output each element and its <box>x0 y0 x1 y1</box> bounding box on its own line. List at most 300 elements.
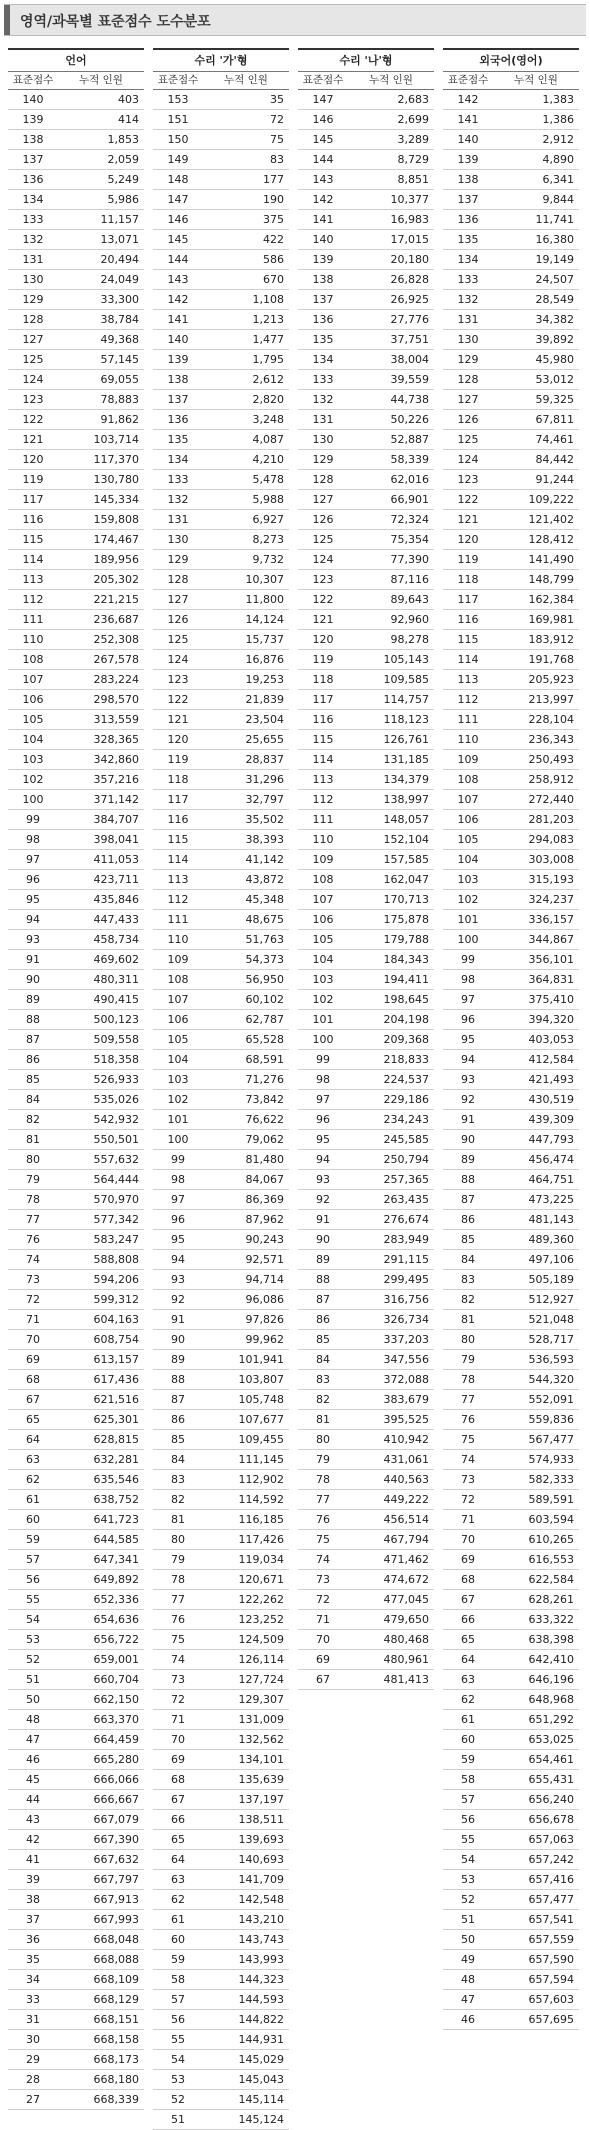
cumulative-count-cell: 250,794 <box>383 1153 429 1166</box>
table-row <box>153 290 289 310</box>
score-cell: 131 <box>312 413 334 426</box>
table-row <box>8 210 144 230</box>
score-cell: 76 <box>461 1413 475 1426</box>
cumulative-count-cell: 129,307 <box>238 1693 284 1706</box>
cumulative-count-cell: 57,145 <box>100 353 139 366</box>
score-cell: 103 <box>22 753 44 766</box>
table-row <box>153 90 289 110</box>
table-row <box>443 1110 579 1130</box>
score-cell: 130 <box>167 533 189 546</box>
score-cell: 136 <box>312 313 334 326</box>
score-cell: 113 <box>22 573 44 586</box>
table-row <box>8 1290 144 1310</box>
score-cell: 89 <box>461 1153 475 1166</box>
score-cell: 147 <box>312 93 334 106</box>
score-cell: 104 <box>22 733 44 746</box>
score-cell: 129 <box>457 353 479 366</box>
table-row <box>298 1130 434 1150</box>
table-row <box>8 810 144 830</box>
score-cell: 62 <box>171 1893 185 1906</box>
table-row <box>443 510 579 530</box>
score-cell: 86 <box>316 1313 330 1326</box>
score-cell: 56 <box>461 1813 475 1826</box>
score-cell: 119 <box>167 753 189 766</box>
cumulative-count-cell: 303,008 <box>528 853 574 866</box>
cumulative-count-cell: 403,053 <box>528 1033 574 1046</box>
cumulative-count-cell: 489,360 <box>528 1233 574 1246</box>
cumulative-count-cell: 16,876 <box>245 653 284 666</box>
table-row <box>443 810 579 830</box>
table-row <box>8 970 144 990</box>
score-cell: 138 <box>312 273 334 286</box>
score-cell: 68 <box>171 1773 185 1786</box>
score-cell: 35 <box>26 1953 40 1966</box>
score-cell: 66 <box>461 1613 475 1626</box>
score-cell: 153 <box>167 93 189 106</box>
table-row <box>443 410 579 430</box>
table-row <box>8 990 144 1010</box>
score-cell: 66 <box>171 1813 185 1826</box>
score-cell: 31 <box>26 2013 40 2026</box>
table-row <box>153 1310 289 1330</box>
cumulative-count-cell: 431,061 <box>383 1453 429 1466</box>
cumulative-count-cell: 449,222 <box>383 1493 429 1506</box>
cumulative-count-cell: 337,203 <box>383 1333 429 1346</box>
table-row <box>153 470 289 490</box>
cumulative-count-cell: 635,546 <box>93 1473 139 1486</box>
cumulative-count-cell: 616,553 <box>528 1553 574 1566</box>
table-row <box>443 1170 579 1190</box>
table-row <box>443 190 579 210</box>
score-cell: 89 <box>26 993 40 1006</box>
score-cell: 96 <box>316 1113 330 1126</box>
cumulative-count-cell: 480,961 <box>383 1653 429 1666</box>
score-cell: 132 <box>22 233 44 246</box>
score-cell: 57 <box>171 1993 185 2006</box>
cumulative-count-cell: 19,149 <box>535 253 574 266</box>
cumulative-count-cell: 191,768 <box>528 653 574 666</box>
cumulative-count-cell: 668,173 <box>93 2053 139 2066</box>
cumulative-count-cell: 628,815 <box>93 1433 139 1446</box>
cumulative-count-cell: 421,493 <box>528 1073 574 1086</box>
table-row <box>8 1930 144 1950</box>
cumulative-count-cell: 344,867 <box>528 933 574 946</box>
cumulative-count-cell: 283,224 <box>93 673 139 686</box>
score-cell: 86 <box>26 1053 40 1066</box>
table-row <box>8 1910 144 1930</box>
table-row <box>443 1210 579 1230</box>
table-row <box>8 1030 144 1050</box>
table-row <box>443 1730 579 1750</box>
table-row <box>443 1790 579 1810</box>
table-row <box>8 1110 144 1130</box>
cumulative-count-cell: 19,253 <box>245 673 284 686</box>
score-cell: 65 <box>461 1633 475 1646</box>
score-cell: 138 <box>22 133 44 146</box>
cumulative-count-cell: 2,699 <box>397 113 429 126</box>
cumulative-count-cell: 668,158 <box>93 2033 139 2046</box>
cumulative-count-cell: 557,632 <box>93 1153 139 1166</box>
cumulative-count-cell: 395,525 <box>383 1413 429 1426</box>
score-cell: 106 <box>457 813 479 826</box>
table-row <box>153 1110 289 1130</box>
cumulative-count-cell: 89,643 <box>390 593 429 606</box>
cumulative-count-cell: 131,185 <box>383 753 429 766</box>
table-row <box>298 1150 434 1170</box>
score-cell: 65 <box>26 1413 40 1426</box>
table-row <box>443 1090 579 1110</box>
score-cell: 115 <box>22 533 44 546</box>
score-cell: 91 <box>461 1113 475 1126</box>
score-cell: 121 <box>22 433 44 446</box>
cumulative-count-cell: 11,800 <box>245 593 284 606</box>
score-cell: 140 <box>312 233 334 246</box>
score-cell: 116 <box>312 713 334 726</box>
score-cell: 49 <box>461 1953 475 1966</box>
score-cell: 95 <box>171 1233 185 1246</box>
table-row <box>8 750 144 770</box>
cumulative-count-cell: 92,960 <box>390 613 429 626</box>
score-cell: 144 <box>312 153 334 166</box>
cumulative-count-cell: 126,761 <box>383 733 429 746</box>
cumulative-count-cell: 127,724 <box>238 1673 284 1686</box>
cumulative-count-cell: 26,925 <box>390 293 429 306</box>
table-row <box>443 1850 579 1870</box>
table-row <box>443 1930 579 1950</box>
score-cell: 75 <box>171 1633 185 1646</box>
score-cell: 109 <box>312 853 334 866</box>
cumulative-count-cell: 145,029 <box>238 2053 284 2066</box>
table-row <box>153 1070 289 1090</box>
table-row <box>153 2110 289 2130</box>
cumulative-count-cell: 41,142 <box>245 853 284 866</box>
table-row <box>443 1970 579 1990</box>
cumulative-count-cell: 183,912 <box>528 633 574 646</box>
score-cell: 119 <box>457 553 479 566</box>
score-cell: 93 <box>461 1073 475 1086</box>
score-cell: 46 <box>26 1753 40 1766</box>
table-row <box>8 950 144 970</box>
cumulative-count-cell: 589,591 <box>528 1493 574 1506</box>
cumulative-count-cell: 123,252 <box>238 1613 284 1626</box>
table-row <box>153 230 289 250</box>
score-cell: 52 <box>171 2093 185 2106</box>
cumulative-count-cell: 435,846 <box>93 893 139 906</box>
table-row <box>298 830 434 850</box>
score-cell: 86 <box>171 1413 185 1426</box>
table-row <box>153 670 289 690</box>
cumulative-count-cell: 224,537 <box>383 1073 429 1086</box>
score-cell: 130 <box>457 333 479 346</box>
table-row <box>153 1910 289 1930</box>
table-row <box>8 330 144 350</box>
score-cell: 135 <box>457 233 479 246</box>
score-cell: 71 <box>461 1513 475 1526</box>
table-title: 수리 '나'형 <box>298 48 434 71</box>
score-cell: 89 <box>316 1253 330 1266</box>
cumulative-count-cell: 62,787 <box>245 1013 284 1026</box>
table-row <box>153 450 289 470</box>
score-cell: 102 <box>312 993 334 1006</box>
table-row <box>443 910 579 930</box>
score-table <box>298 48 434 1690</box>
score-cell: 145 <box>312 133 334 146</box>
score-cell: 98 <box>26 833 40 846</box>
table-row <box>298 790 434 810</box>
score-cell: 133 <box>167 473 189 486</box>
table-row <box>153 1450 289 1470</box>
score-cell: 106 <box>167 1013 189 1026</box>
table-row <box>298 890 434 910</box>
cumulative-count-cell: 105,748 <box>238 1393 284 1406</box>
cumulative-count-cell: 162,384 <box>528 593 574 606</box>
table-row <box>8 2050 144 2070</box>
score-cell: 118 <box>312 673 334 686</box>
table-row <box>443 1250 579 1270</box>
cumulative-count-cell: 142,548 <box>238 1893 284 1906</box>
table-row <box>443 930 579 950</box>
score-cell: 76 <box>171 1613 185 1626</box>
score-cell: 78 <box>171 1573 185 1586</box>
score-cell: 94 <box>26 913 40 926</box>
table-row <box>153 1370 289 1390</box>
cumulative-count-cell: 198,645 <box>383 993 429 1006</box>
score-cell: 131 <box>22 253 44 266</box>
score-cell: 36 <box>26 1933 40 1946</box>
table-row <box>443 1750 579 1770</box>
table-row <box>298 590 434 610</box>
cumulative-count-cell: 26,828 <box>390 273 429 286</box>
table-row <box>298 870 434 890</box>
table-row <box>443 230 579 250</box>
cumulative-count-cell: 4,890 <box>542 153 574 166</box>
table-row <box>153 990 289 1010</box>
table-row <box>153 130 289 150</box>
cumulative-count-cell: 24,049 <box>100 273 139 286</box>
score-cell: 84 <box>461 1253 475 1266</box>
cumulative-count-cell: 342,860 <box>93 753 139 766</box>
score-cell: 88 <box>461 1173 475 1186</box>
score-cell: 117 <box>457 593 479 606</box>
table-row <box>8 110 144 130</box>
cumulative-count-cell: 122,262 <box>238 1593 284 1606</box>
table-row <box>443 1910 579 1930</box>
score-cell: 112 <box>312 793 334 806</box>
cumulative-count-cell: 632,281 <box>93 1453 139 1466</box>
table-row <box>8 270 144 290</box>
cumulative-count-cell: 372,088 <box>383 1373 429 1386</box>
score-cell: 110 <box>22 633 44 646</box>
score-cell: 137 <box>312 293 334 306</box>
score-cell: 121 <box>457 513 479 526</box>
table-row <box>298 490 434 510</box>
cumulative-count-cell: 564,444 <box>93 1173 139 1186</box>
table-row <box>443 470 579 490</box>
score-cell: 81 <box>316 1413 330 1426</box>
cumulative-count-cell: 143,743 <box>238 1933 284 1946</box>
score-cell: 116 <box>457 613 479 626</box>
table-row <box>153 550 289 570</box>
score-cell: 78 <box>461 1373 475 1386</box>
cumulative-count-cell: 657,477 <box>528 1893 574 1906</box>
cumulative-count-cell: 21,839 <box>245 693 284 706</box>
score-cell: 107 <box>457 793 479 806</box>
cumulative-count-cell: 14,124 <box>245 613 284 626</box>
cumulative-count-cell: 56,950 <box>245 973 284 986</box>
cumulative-count-cell: 347,556 <box>383 1353 429 1366</box>
column-header-score: 표준점수 <box>12 74 54 86</box>
score-cell: 61 <box>461 1713 475 1726</box>
score-cell: 87 <box>316 1293 330 1306</box>
table-row <box>443 1810 579 1830</box>
cumulative-count-cell: 103,714 <box>93 433 139 446</box>
table-row <box>153 770 289 790</box>
score-cell: 123 <box>22 393 44 406</box>
table-row <box>298 110 434 130</box>
table-row <box>443 90 579 110</box>
score-cell: 27 <box>26 2093 40 2106</box>
score-cell: 144 <box>167 253 189 266</box>
cumulative-count-cell: 179,788 <box>383 933 429 946</box>
cumulative-count-cell: 398,041 <box>93 833 139 846</box>
table-row <box>153 1710 289 1730</box>
cumulative-count-cell: 638,398 <box>528 1633 574 1646</box>
cumulative-count-cell: 72,324 <box>390 513 429 526</box>
score-cell: 115 <box>312 733 334 746</box>
table-row <box>8 350 144 370</box>
table-row <box>153 1550 289 1570</box>
table-row <box>153 1050 289 1070</box>
table-row <box>298 350 434 370</box>
table-row <box>298 1010 434 1030</box>
cumulative-count-cell: 175,878 <box>383 913 429 926</box>
cumulative-count-cell: 328,365 <box>93 733 139 746</box>
table-row <box>8 1390 144 1410</box>
table-row <box>298 610 434 630</box>
score-cell: 112 <box>22 593 44 606</box>
score-cell: 72 <box>171 1693 185 1706</box>
cumulative-count-cell: 103,807 <box>238 1373 284 1386</box>
score-cell: 107 <box>167 993 189 1006</box>
cumulative-count-cell: 668,088 <box>93 1953 139 1966</box>
score-cell: 67 <box>171 1793 185 1806</box>
table-row <box>153 1010 289 1030</box>
cumulative-count-cell: 162,047 <box>383 873 429 886</box>
table-row <box>8 850 144 870</box>
table-row <box>298 290 434 310</box>
score-cell: 63 <box>461 1673 475 1686</box>
cumulative-count-cell: 364,831 <box>528 973 574 986</box>
score-cell: 75 <box>461 1433 475 1446</box>
cumulative-count-cell: 86,369 <box>245 1193 284 1206</box>
score-cell: 137 <box>167 393 189 406</box>
cumulative-count-cell: 613,157 <box>93 1353 139 1366</box>
table-row <box>8 1870 144 1890</box>
cumulative-count-cell: 39,559 <box>390 373 429 386</box>
table-row <box>298 1530 434 1550</box>
cumulative-count-cell: 422 <box>263 233 284 246</box>
score-cell: 90 <box>316 1233 330 1246</box>
score-cell: 89 <box>171 1353 185 1366</box>
score-cell: 64 <box>26 1433 40 1446</box>
page-title: 영역/과목별 표준점수 도수분포 <box>20 14 211 30</box>
score-cell: 55 <box>461 1833 475 1846</box>
cumulative-count-cell: 9,844 <box>542 193 574 206</box>
table-row <box>8 1890 144 1910</box>
cumulative-count-cell: 91,862 <box>100 413 139 426</box>
score-cell: 74 <box>171 1653 185 1666</box>
score-cell: 69 <box>316 1653 330 1666</box>
table-row <box>298 230 434 250</box>
table-row <box>298 370 434 390</box>
score-cell: 148 <box>167 173 189 186</box>
score-cell: 131 <box>167 513 189 526</box>
table-row <box>8 1250 144 1270</box>
cumulative-count-cell: 144,323 <box>238 1973 284 1986</box>
table-row <box>298 1630 434 1650</box>
cumulative-count-cell: 35,502 <box>245 813 284 826</box>
cumulative-count-cell: 194,411 <box>383 973 429 986</box>
cumulative-count-cell: 10,377 <box>390 193 429 206</box>
cumulative-count-cell: 145,114 <box>238 2093 284 2106</box>
cumulative-count-cell: 657,541 <box>528 1913 574 1926</box>
cumulative-count-cell: 252,308 <box>93 633 139 646</box>
cumulative-count-cell: 2,683 <box>397 93 429 106</box>
table-row <box>153 2070 289 2090</box>
cumulative-count-cell: 27,776 <box>390 313 429 326</box>
cumulative-count-cell: 5,249 <box>107 173 139 186</box>
table-row <box>443 1830 579 1850</box>
cumulative-count-cell: 654,636 <box>93 1613 139 1626</box>
cumulative-count-cell: 8,729 <box>397 153 429 166</box>
cumulative-count-cell: 69,055 <box>100 373 139 386</box>
cumulative-count-cell: 35 <box>270 93 284 106</box>
score-cell: 106 <box>312 913 334 926</box>
table-row <box>443 390 579 410</box>
table-row <box>443 1130 579 1150</box>
score-cell: 119 <box>312 653 334 666</box>
score-cell: 83 <box>171 1473 185 1486</box>
table-row <box>298 1490 434 1510</box>
table-row <box>298 1230 434 1250</box>
score-cell: 128 <box>457 373 479 386</box>
cumulative-count-cell: 170,713 <box>383 893 429 906</box>
cumulative-count-cell: 456,474 <box>528 1153 574 1166</box>
score-cell: 100 <box>167 1133 189 1146</box>
cumulative-count-cell: 66,901 <box>390 493 429 506</box>
table-row <box>153 1250 289 1270</box>
table-row <box>443 1310 579 1330</box>
score-cell: 46 <box>461 2013 475 2026</box>
score-cell: 82 <box>171 1493 185 1506</box>
score-cell: 104 <box>457 853 479 866</box>
table-row <box>8 1790 144 1810</box>
score-cell: 29 <box>26 2053 40 2066</box>
cumulative-count-cell: 2,612 <box>252 373 284 386</box>
table-row <box>443 950 579 970</box>
cumulative-count-cell: 414 <box>118 113 139 126</box>
table-row <box>298 270 434 290</box>
score-cell: 109 <box>167 953 189 966</box>
score-cell: 95 <box>26 893 40 906</box>
score-cell: 62 <box>26 1473 40 1486</box>
cumulative-count-cell: 2,820 <box>252 393 284 406</box>
cumulative-count-cell: 430,519 <box>528 1093 574 1106</box>
table-row <box>298 990 434 1010</box>
table-row <box>443 130 579 150</box>
cumulative-count-cell: 474,672 <box>383 1573 429 1586</box>
table-row <box>443 370 579 390</box>
